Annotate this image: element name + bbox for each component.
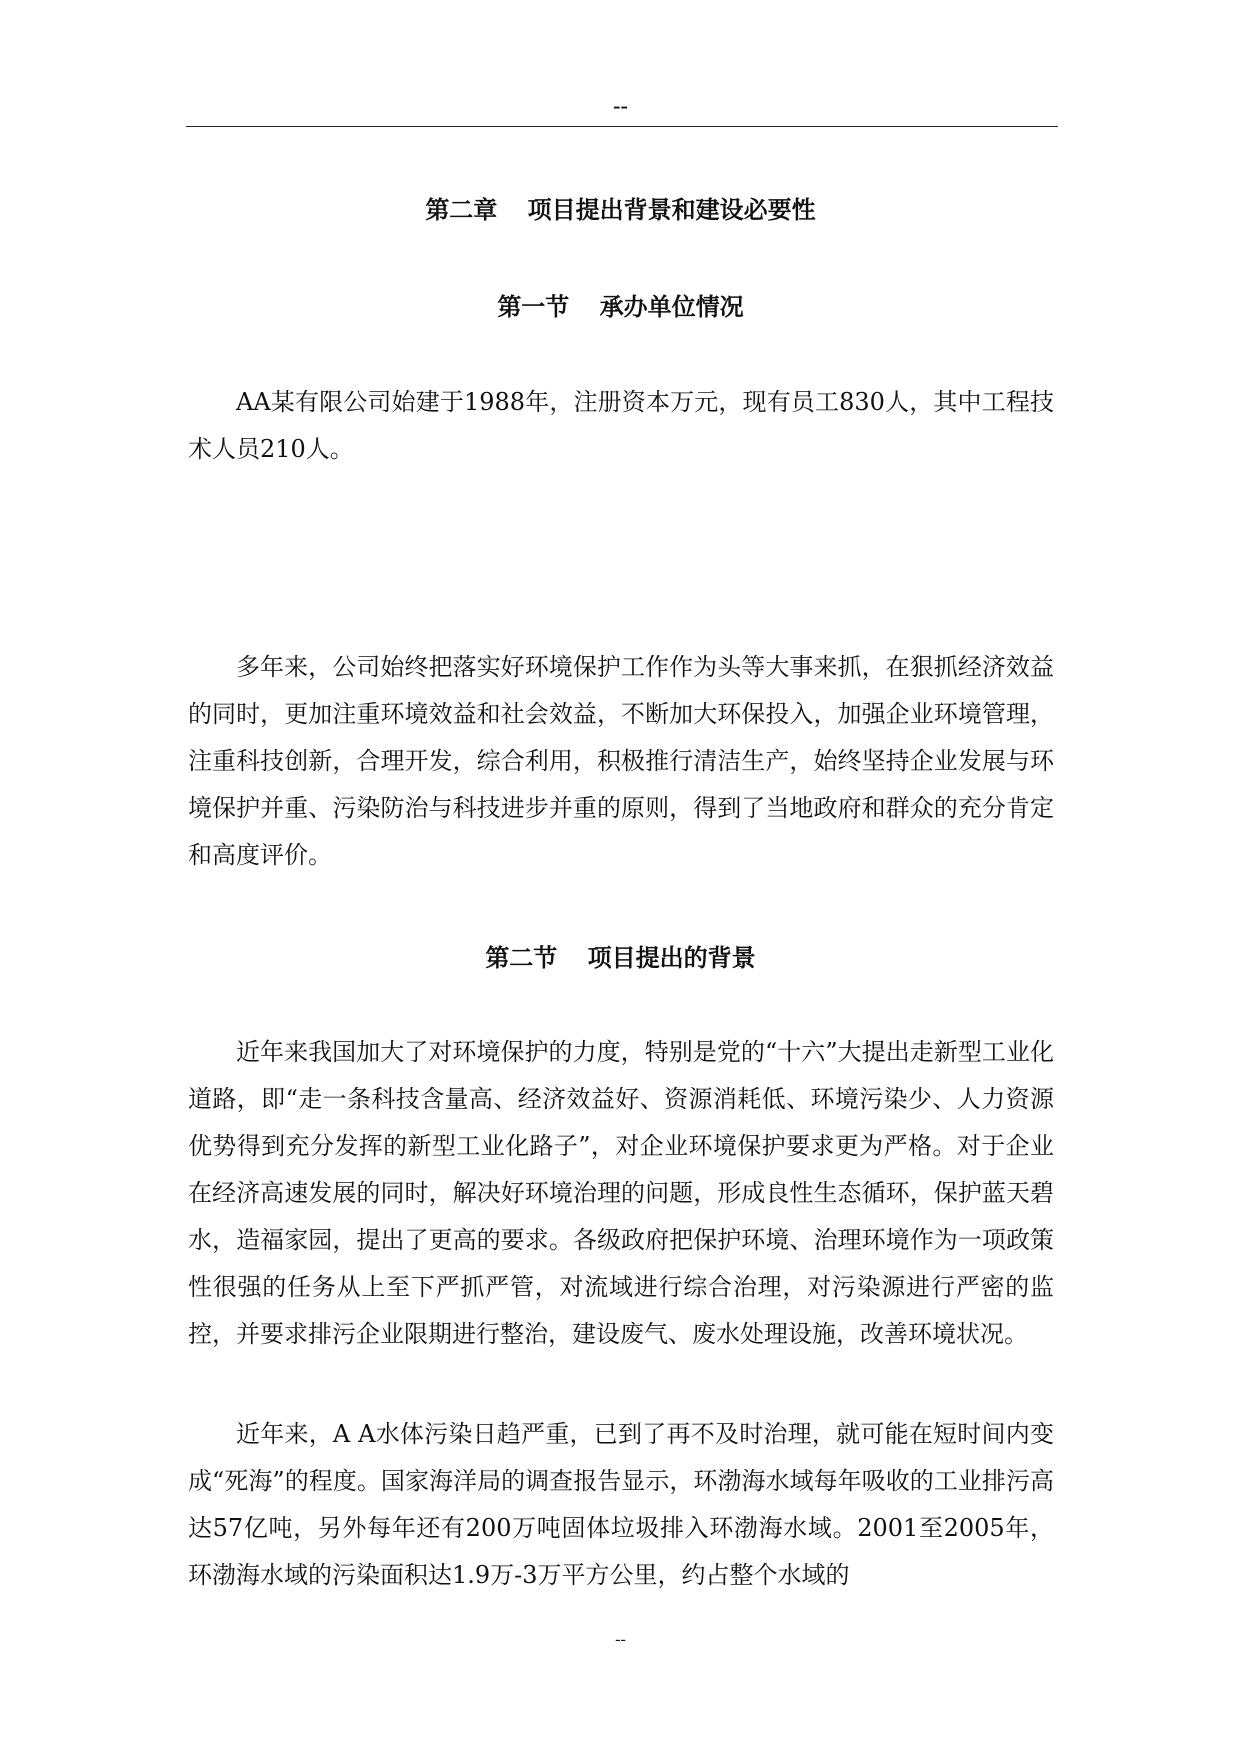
section-title-1: 第一节 承办单位情况 [497, 292, 744, 321]
page-footer-mark: -- [615, 1631, 626, 1648]
paragraph-company-intro: AA某有限公司始建于1988年，注册资本万元，现有员工830人，其中工程技术人员210人。 [188, 388, 1054, 463]
paragraph-environmental-commitment: 多年来，公司始终把落实好环境保护工作作为头等大事来抓，在狠抓经济效益的同时，更加注重环境效益和社会效益，不断加大环保投入，加强企业环境管理，注重科技创新，合理开发，综合利用，积极推行清洁生产，始终坚持企业发展与环境保护并重、污染防治与科技进步并重的原则，得到了当地政府和群众的充分肯定和高度评价。 [188, 653, 1054, 869]
page-header-mark: -- [613, 93, 628, 118]
section-title-2: 第二节 项目提出的背景 [485, 943, 756, 972]
header-rule [186, 126, 1058, 127]
paragraph-national-policy: 近年来我国加大了对环境保护的力度，特别是党的“十六”大提出走新型工业化道路，即“走一条科技含量高、经济效益好、资源消耗低、环境污染少、人力资源优势得到充分发挥的新型工业化路子”，对企业环境保护要求更为严格。对于企业在经济高速发展的同时，解决好环境治理的问题，形成良性生态循环，保护蓝天碧水，造福家园，提出了更高的要求。各级政府把保护环境、治理环境作为一项政策性很强的任务从上至下严抓严管，对流域进行综合治理，对污染源进行严密的监控，并要求排污企业限期进行整治，建设废气、废水处理设施，改善环境状况。 [188, 1038, 1054, 1348]
paragraph-water-pollution: 近年来，A A水体污染日趋严重，已到了再不及时治理，就可能在短时间内变成“死海”的程度。国家海洋局的调查报告显示，环渤海水域每年吸收的工业排污高达57亿吨，另外每年还有200万吨固体垃圾排入环渤海水域。2001至2005年，环渤海水域的污染面积达1.9万-3万平方公里，约占整个水域的 [188, 1420, 1054, 1589]
chapter-title: 第二章 项目提出背景和建设必要性 [425, 195, 816, 224]
